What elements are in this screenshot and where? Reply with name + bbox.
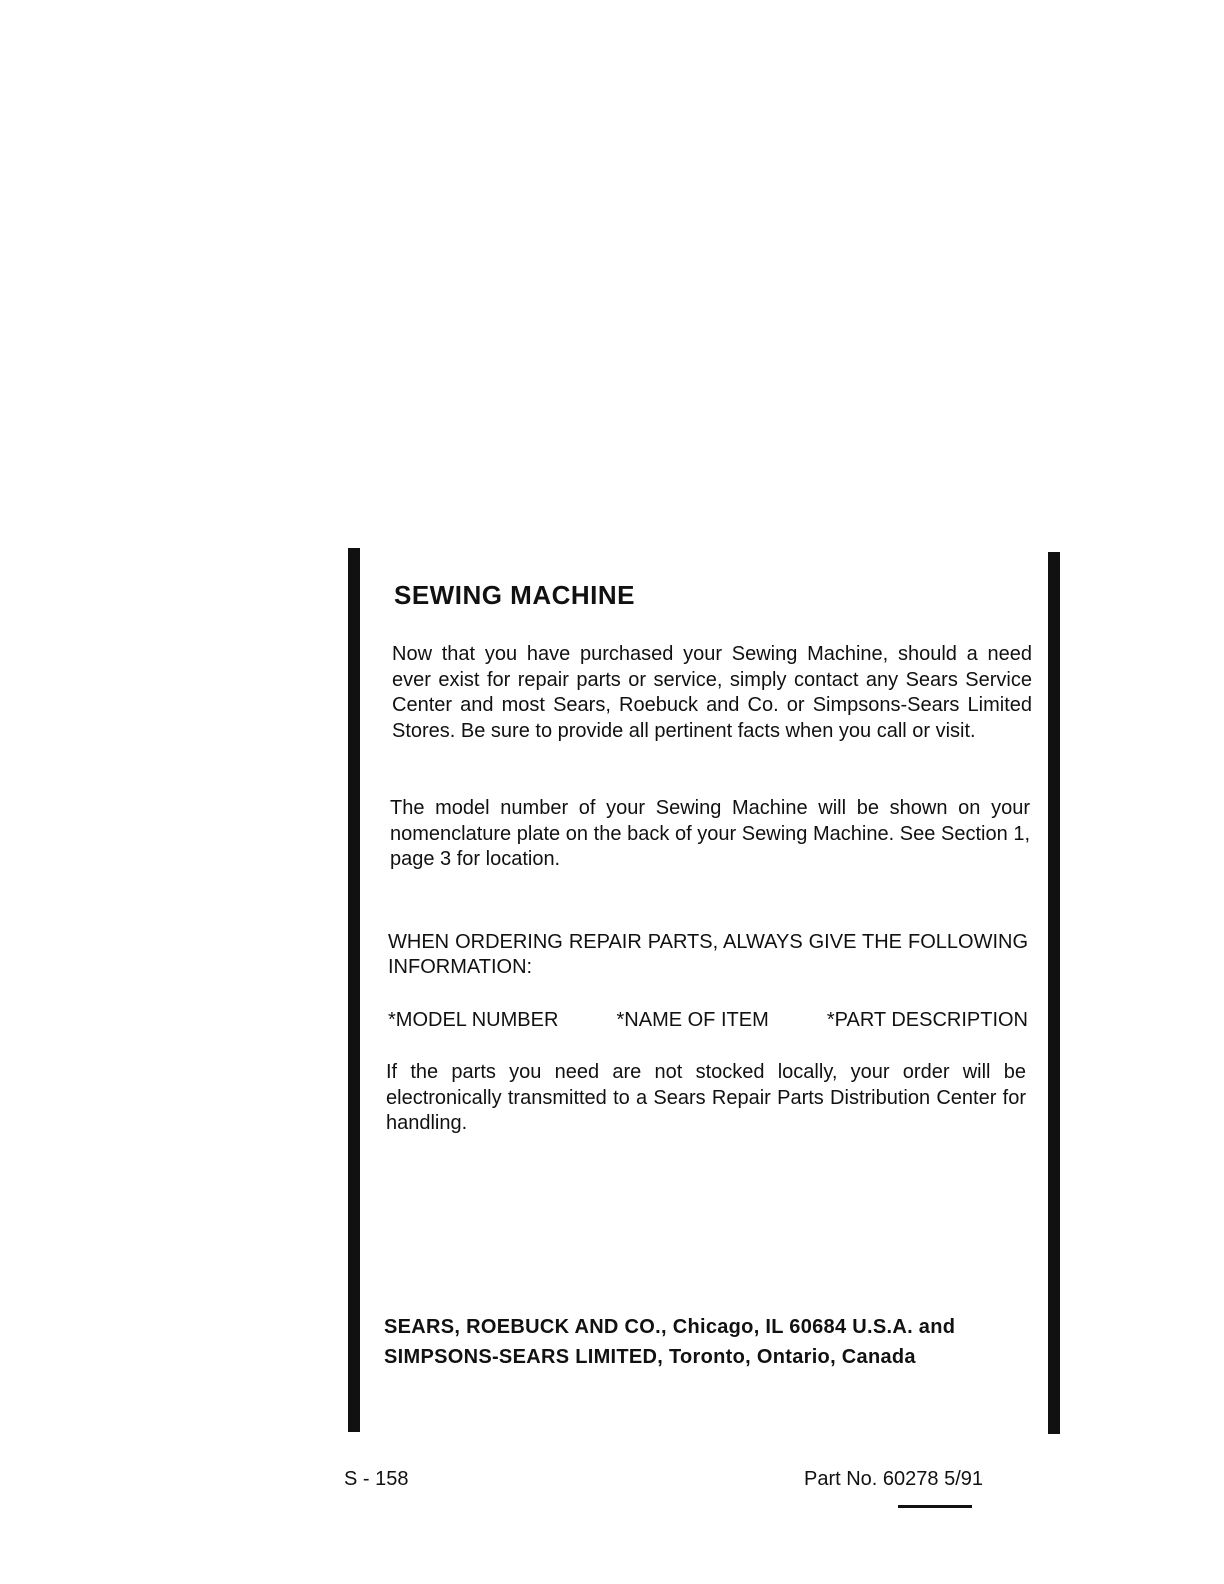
intro-paragraph: Now that you have purchased your Sewing Machine, should a need ever exist for repair parts or service, simply contact any Sears Service Center and most Sears, Roebuck and Co. or Simpsons-Sears Limited Stores. Be sure to provide all pertinent facts when you call or visit. bbox=[392, 643, 1032, 742]
part-number: Part No. 60278 5/91 bbox=[804, 1468, 984, 1490]
part-number-underline bbox=[898, 1505, 972, 1508]
required-info-model-number: *MODEL NUMBER bbox=[388, 1009, 559, 1031]
required-info-list bbox=[388, 1008, 1028, 1033]
required-info-part-description: *PART DESCRIPTION bbox=[826, 1009, 1028, 1031]
address-line-simpsons: SIMPSONS-SEARS LIMITED, Toronto, Ontario, Canada bbox=[384, 1346, 916, 1368]
left-border-bar bbox=[348, 548, 360, 1432]
ordering-heading: WHEN ORDERING REPAIR PARTS, ALWAYS GIVE THE FOLLOWING INFORMATION: bbox=[388, 931, 1028, 978]
distribution-paragraph: If the parts you need are not stocked locally, your order will be electronically transmitted to a Sears Repair Parts Distribution Center for handling. bbox=[386, 1061, 1026, 1134]
required-info-item-name: *NAME OF ITEM bbox=[616, 1009, 769, 1031]
model-number-paragraph: The model number of your Sewing Machine will be shown on your nomenclature plate on the back of your Sewing Machine. See Section 1, page 3 for location. bbox=[390, 797, 1030, 870]
right-border-bar bbox=[1048, 552, 1060, 1434]
page-title: SEWING MACHINE bbox=[394, 580, 635, 610]
page-number: S - 158 bbox=[344, 1468, 409, 1490]
address-line-sears: SEARS, ROEBUCK AND CO., Chicago, IL 60684 U.S.A. and bbox=[384, 1316, 956, 1338]
